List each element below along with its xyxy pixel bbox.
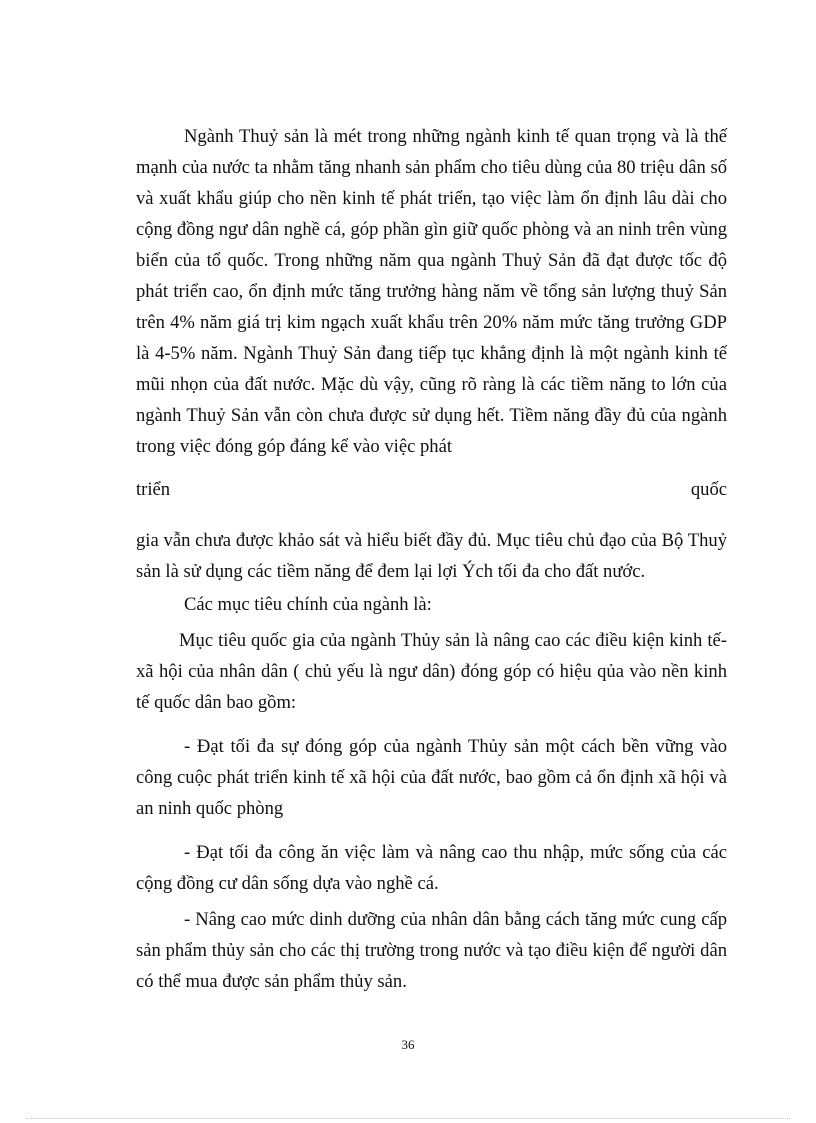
bullet-item-2: - Đạt tối đa công ăn việc làm và nâng cao thu nhập, mức sống của các cộng đồng cư dân sống dựa vào nghề cá.	[136, 842, 727, 894]
national-goal-paragraph: Mục tiêu quốc gia của ngành Thủy sản là nâng cao các điều kiện kinh tế- xã hội của nhân dân ( chủ yếu là ngư dân) đóng góp có hiệu qủa vào nền kinh tế quốc dân bao gồm:	[136, 630, 727, 713]
intro-paragraph: Ngành Thuỷ sản là mét trong những ngành kinh tế quan trọng và là thế mạnh của nước ta nhằm tăng nhanh sản phẩm cho tiêu dùng của 80 triệu dân số và xuất khẩu giúp cho nền kinh tế phát triển, tạo việc làm ổn định lâu dài cho cộng đồng ngư dân nghề cá, góp phần gìn giữ quốc phòng và an ninh trên vùng biển của tổ quốc. Trong những năm qua ngành Thuỷ Sản đã đạt được tốc độ phát triển cao, ổn định mức tăng trưởng hàng năm về tổng sản lượng thuỷ Sản trên 4% năm giá trị kim ngạch xuất khẩu trên 20% năm mức tăng trưởng GDP là 4-5% năm. Ngành Thuỷ Sản đang tiếp tục khẳng định là một ngành kinh tế mũi nhọn của đất nước. Mặc dù vậy, cũng rõ ràng là các tiềm năng to lớn của ngành Thuỷ Sản vẫn còn chưa được sử dụng hết. Tiềm năng đầy đủ của ngành trong việc đóng góp đáng kể vào việc phát	[136, 126, 727, 457]
goals-heading: Các mục tiêu chính của ngành là:	[184, 594, 432, 615]
intro-break-right-word: quốc	[690, 479, 727, 500]
bullet-item-1: - Đạt tối đa sự đóng góp của ngành Thủy sản một cách bền vững vào công cuộc phát triển kinh tế xã hội của đất nước, bao gồm cả ổn định xã hội và an ninh quốc phòng	[136, 736, 727, 819]
bullet-item-3: - Nâng cao mức dinh dưỡng của nhân dân bằng cách tăng mức cung cấp sản phẩm thủy sản cho các thị trường trong nước và tạo điều kiện để người dân có thể mua được sản phẩm thủy sản.	[136, 909, 727, 992]
page-number: 36	[401, 1037, 415, 1052]
footer-divider	[26, 1118, 790, 1119]
intro-continued-paragraph: gia vẫn chưa được khảo sát và hiểu biết đầy đủ. Mục tiêu chủ đạo của Bộ Thuỷ sản là sử dụng các tiềm năng để đem lại lợi Ých tối đa cho đất nước.	[136, 530, 727, 582]
intro-break-line	[136, 474, 727, 505]
intro-break-left-word: triển	[136, 479, 171, 500]
